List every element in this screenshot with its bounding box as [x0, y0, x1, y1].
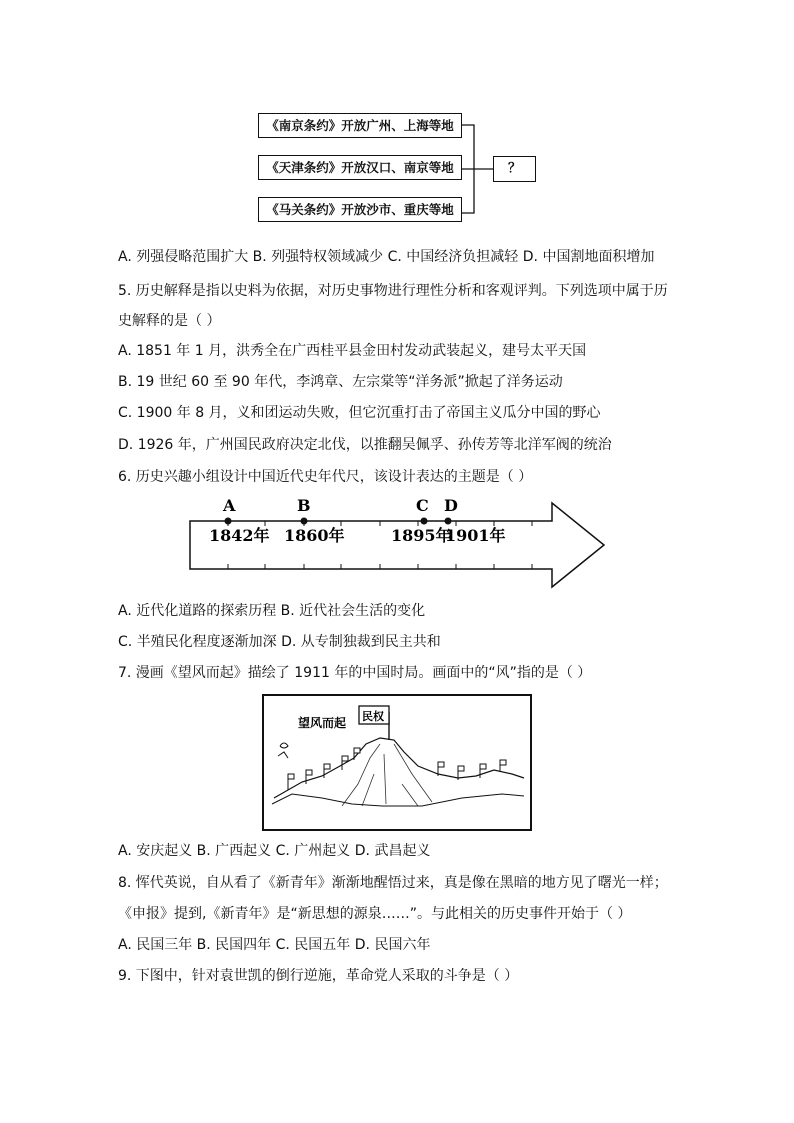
q6-options-line2: C. 半殖民化程度逐渐加深 D. 从专制独裁到民主共和: [118, 634, 441, 650]
q7-options: A. 安庆起义 B. 广西起义 C. 广州起义 D. 武昌起义: [118, 843, 431, 859]
q5-option-d: D. 1926 年，广州国民政府决定北伐，以推翻吴佩孚、孙传芳等北洋军阀的统治: [118, 437, 612, 453]
timeline-letter-c: C: [416, 496, 429, 515]
q5-stem-line1: 5. 历史解释是指以史料为依据，对历史事物进行理性分析和客观评判。下列选项中属于历: [118, 283, 668, 299]
cartoon-flag-text: 民权: [362, 710, 384, 723]
timeline-letter-a: A: [223, 496, 236, 515]
q8-stem-line1: 8. 恽代英说，自从看了《新青年》渐渐地醒悟过来，真是像在黑暗的地方见了曙光一样；: [118, 875, 668, 891]
timeline-letter-b: B: [297, 496, 311, 515]
q6-stem: 6. 历史兴趣小组设计中国近代史年代尺，该设计表达的主题是（ ）: [118, 469, 533, 485]
q6-options-line1: A. 近代化道路的探索历程 B. 近代社会生活的变化: [118, 603, 426, 619]
timeline-ruler: [186, 495, 608, 589]
timeline-dot-a: [225, 518, 232, 525]
timeline-year-1860: 1860年: [284, 526, 345, 545]
q5-option-a: A. 1851 年 1 月，洪秀全在广西桂平县金田村发动武装起义，建号太平天国: [118, 343, 587, 359]
cartoon-image: [262, 694, 532, 831]
timeline-dot-c: [421, 518, 428, 525]
treaty-box-maguan: 《马关条约》开放沙市、重庆等地: [258, 197, 462, 222]
q5-option-c: C. 1900 年 8 月，义和团运动失败，但它沉重打击了帝国主义瓜分中国的野心: [118, 405, 601, 421]
q8-options: A. 民国三年 B. 民国四年 C. 民国五年 D. 民国六年: [118, 937, 431, 953]
timeline-dot-b: [301, 518, 308, 525]
timeline-year-1895: 1895年: [391, 526, 452, 545]
q5-stem-line2: 史解释的是（ ）: [118, 313, 221, 329]
q9-stem: 9. 下图中，针对袁世凯的倒行逆施，革命党人采取的斗争是（ ）: [118, 968, 519, 984]
treaty-box-nanjing: 《南京条约》开放广州、上海等地: [258, 113, 462, 138]
timeline-year-1842: 1842年: [209, 526, 270, 545]
q5-option-b: B. 19 世纪 60 至 90 年代，李鸿章、左宗棠等“洋务派”掀起了洋务运动: [118, 374, 563, 390]
q8-stem-line2: 《申报》提到,《新青年》是“新思想的源泉……”。与此相关的历史事件开始于（ ）: [118, 906, 632, 922]
result-box: ？: [493, 156, 536, 182]
treaty-box-tianjin: 《天津条约》开放汉口、南京等地: [258, 155, 462, 180]
cartoon-title: 望风而起: [298, 716, 347, 730]
q4-options: A. 列强侵略范围扩大 B. 列强特权领域减少 C. 中国经济负担减轻 D. 中国割地面积增加: [118, 249, 655, 265]
timeline-letter-d: D: [444, 496, 458, 515]
q7-stem: 7. 漫画《望风而起》描绘了 1911 年的中国时局。画面中的“风”指的是（ ）: [118, 665, 592, 681]
timeline-dot-d: [445, 518, 452, 525]
timeline-year-1901: 1901年: [445, 526, 506, 545]
